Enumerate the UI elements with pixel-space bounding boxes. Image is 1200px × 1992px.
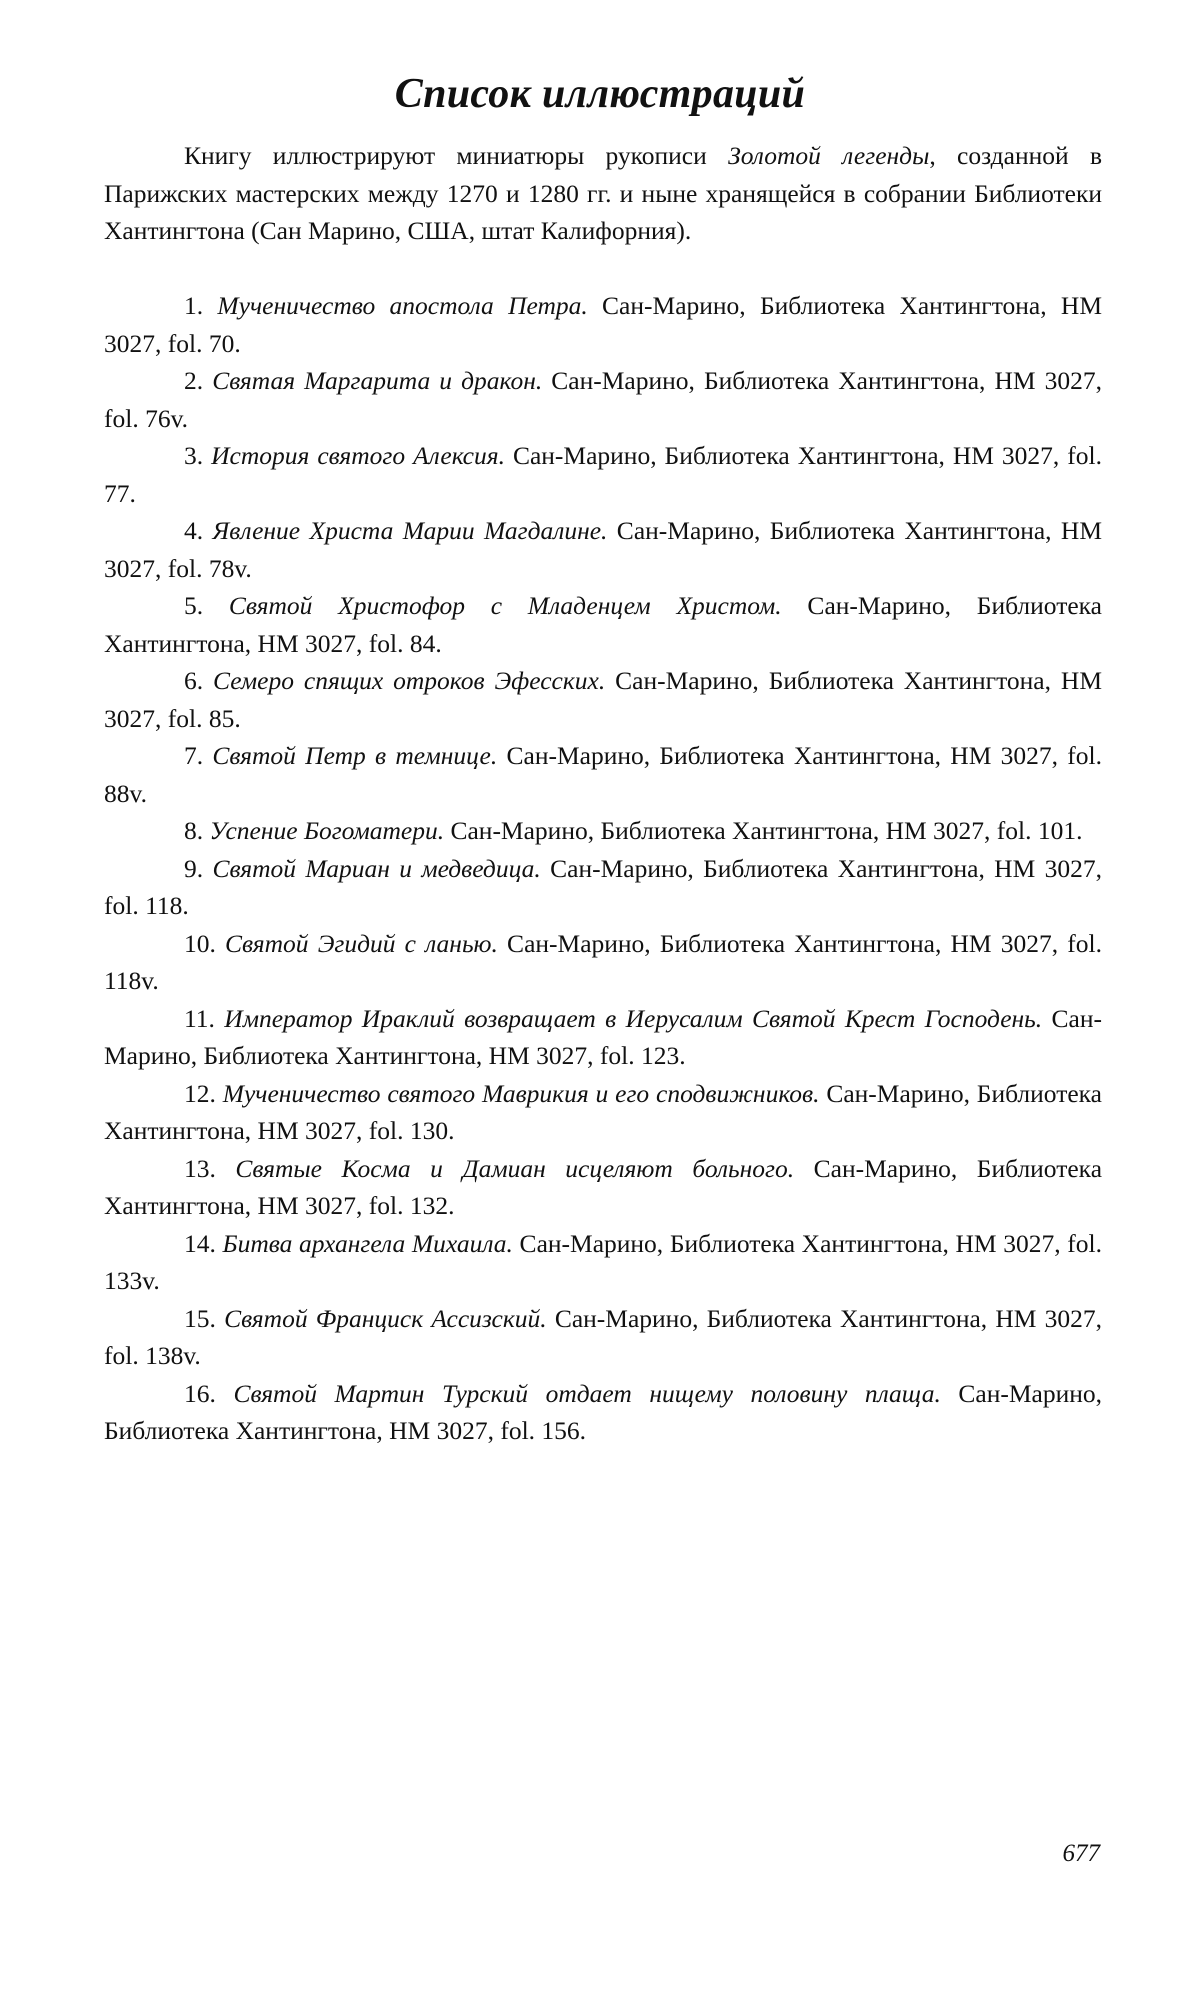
entry-title: Святой Эгидий с ланью.	[225, 929, 498, 958]
entry-source: Сан-Марино, Библиотека Хантингтона, HM 3027, fol. 133v.	[104, 1229, 1102, 1296]
intro-text-before: Книгу иллюстрируют миниатюры рукописи	[184, 141, 728, 170]
entry-title: Святой Мартин Турский отдает нищему половину плаща.	[233, 1379, 940, 1408]
illustration-entry	[104, 1225, 1102, 1300]
entry-source: Сан-Марино, Библиотека Хантингтона, HM 3027, fol. 101.	[444, 816, 1082, 845]
illustration-entry	[104, 1000, 1102, 1075]
entry-number: 11.	[184, 1004, 224, 1033]
entry-title: Император Ираклий возвращает в Иерусалим Святой Крест Господень.	[224, 1004, 1042, 1033]
entry-number: 9.	[184, 854, 212, 883]
illustration-entry	[104, 287, 1102, 362]
entry-source: Сан-Марино, Библиотека Хантингтона, HM 3027, fol. 78v.	[104, 516, 1102, 583]
page-number: 677	[1063, 1840, 1101, 1868]
entry-source: Сан-Марино, Библиотека Хантингтона, HM 3027, fol. 118v.	[104, 929, 1102, 996]
illustration-entry	[104, 1375, 1102, 1450]
illustration-entry	[104, 512, 1102, 587]
illustration-entry	[104, 850, 1102, 925]
entry-number: 2.	[184, 366, 212, 395]
illustration-entry	[104, 925, 1102, 1000]
entry-title: Святой Мариан и медведица.	[212, 854, 540, 883]
illustration-entry	[104, 812, 1102, 850]
entry-source: Сан-Марино, Библиотека Хантингтона, HM 3027, fol. 132.	[104, 1154, 1102, 1221]
entry-title: История святого Алексия.	[211, 441, 505, 470]
illustration-entry	[104, 1300, 1102, 1375]
entry-number: 16.	[184, 1379, 233, 1408]
entry-source: Сан-Марино, Библиотека Хантингтона, HM 3027, fol. 77.	[104, 441, 1102, 508]
entry-number: 1.	[184, 291, 217, 320]
entry-title: Святой Франциск Ассизский.	[224, 1304, 547, 1333]
entry-title: Битва архангела Михаила.	[223, 1229, 513, 1258]
entry-source: Сан-Марино, Библиотека Хантингтона, HM 3027, fol. 85.	[104, 666, 1102, 733]
entry-source: Сан-Марино, Библиотека Хантингтона, HM 3027, fol. 84.	[104, 591, 1102, 658]
entry-number: 7.	[184, 741, 212, 770]
entry-source: Сан-Марино, Библиотека Хантингтона, HM 3027, fol. 130.	[104, 1079, 1102, 1146]
entry-number: 15.	[184, 1304, 224, 1333]
entry-number: 5.	[184, 591, 229, 620]
entry-number: 3.	[184, 441, 211, 470]
entry-title: Святые Косма и Дамиан исцеляют больного.	[235, 1154, 794, 1183]
illustration-entry	[104, 362, 1102, 437]
illustration-entry	[104, 662, 1102, 737]
entry-source: Сан-Марино, Библиотека Хантингтона, HM 3027, fol. 156.	[104, 1379, 1102, 1446]
illustration-entry	[104, 587, 1102, 662]
entry-title: Святой Петр в темнице.	[212, 741, 497, 770]
entry-source: Сан-Марино, Библиотека Хантингтона, HM 3027, fol. 88v.	[104, 741, 1102, 808]
intro-paragraph	[104, 137, 1102, 250]
book-page	[0, 0, 1200, 1992]
entry-number: 13.	[184, 1154, 235, 1183]
illustration-entry	[104, 737, 1102, 812]
entry-source: Сан-Марино, Библиотека Хантингтона, HM 3027, fol. 118.	[104, 854, 1102, 921]
entry-title: Успение Богоматери.	[210, 816, 445, 845]
illustration-entry	[104, 437, 1102, 512]
entry-source: Сан-Марино, Библиотека Хантингтона, HM 3027, fol. 70.	[104, 291, 1102, 358]
illustration-entry	[104, 1075, 1102, 1150]
entry-title: Святой Христофор с Младенцем Христом.	[229, 591, 782, 620]
entry-title: Явление Христа Марии Магдалине.	[213, 516, 608, 545]
entry-number: 4.	[184, 516, 213, 545]
entry-title: Святая Маргарита и дракон.	[212, 366, 542, 395]
intro-book-title: Золотой легенды	[728, 141, 929, 170]
entry-number: 6.	[184, 666, 213, 695]
entry-source: Сан-Марино, Библиотека Хантингтона, HM 3027, fol. 138v.	[104, 1304, 1102, 1371]
entry-number: 8.	[184, 816, 210, 845]
entry-source: Сан-Марино, Библиотека Хантингтона, HM 3027, fol. 123.	[104, 1004, 1102, 1071]
illustration-list	[104, 287, 1102, 1450]
entry-number: 12.	[184, 1079, 223, 1108]
entry-number: 14.	[184, 1229, 223, 1258]
illustration-entry	[104, 1150, 1102, 1225]
intro-text-after: , созданной в Парижских мастерских между 1270 и 1280 гг. и ныне хранящейся в собрании Библиотеки Хантингтона (Сан Марино, США, штат Калифорния).	[104, 141, 1102, 245]
page-title: Список иллюстраций	[0, 68, 1200, 120]
entry-number: 10.	[184, 929, 225, 958]
entry-title: Мученичество апостола Петра.	[217, 291, 587, 320]
entry-source: Сан-Марино, Библиотека Хантингтона, HM 3027, fol. 76v.	[104, 366, 1102, 433]
entry-title: Семеро спящих отроков Эфесских.	[213, 666, 605, 695]
entry-title: Мученичество святого Маврикия и его сподвижников.	[223, 1079, 820, 1108]
